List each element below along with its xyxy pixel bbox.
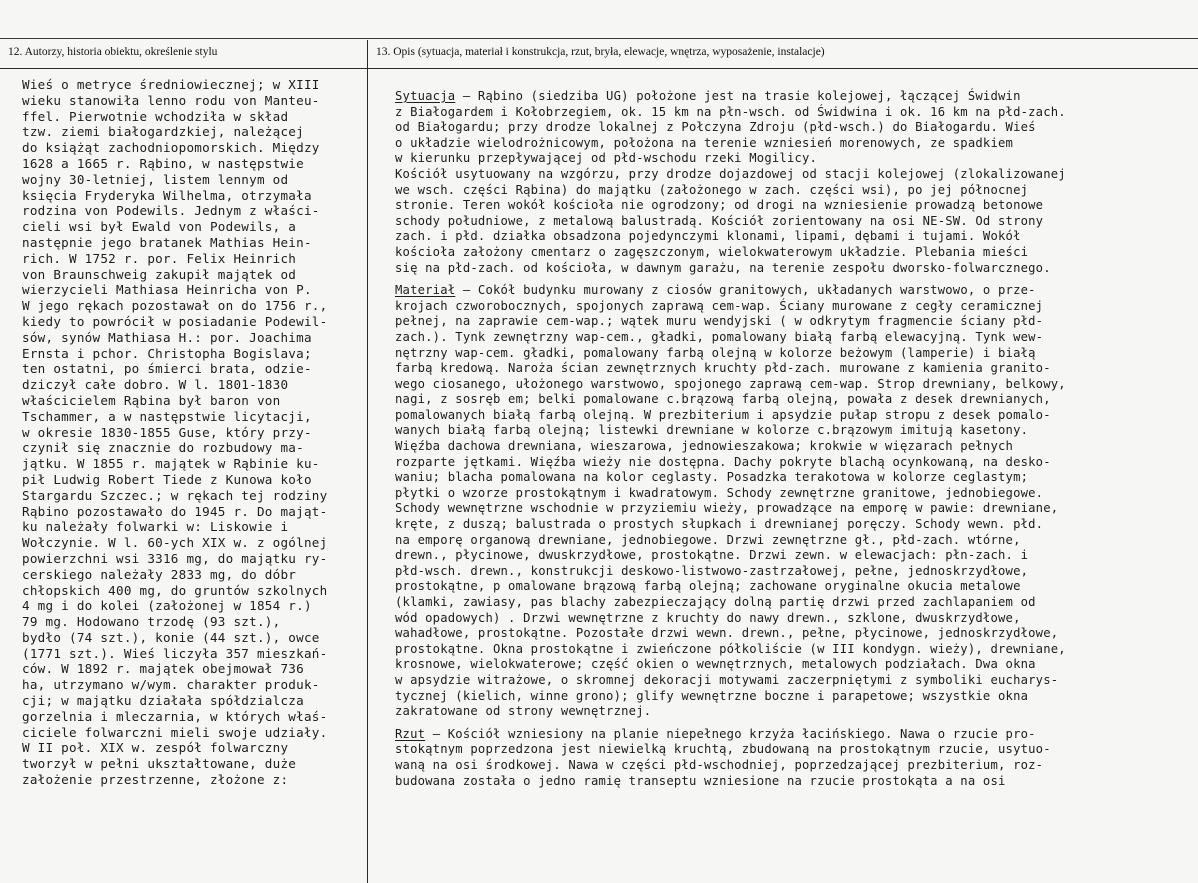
history-line: von Braunschweig zakupił majątek od [22,266,297,282]
description-line-text: rozparte jętkami. Więźba wieży nie dostępna. Dachy pokryte blachą ocynkowaną, na desko- [395,454,1051,469]
description-line [395,283,1066,299]
description-line [395,548,1066,564]
description-line [395,517,1066,533]
description-line [395,774,1066,790]
history-line: ha, utrzymano w/wym. charakter produk- [22,677,320,693]
description-line [395,657,1066,673]
history-line: Rąbino pozostawało do 1945 r. Do mająt- [22,503,328,519]
description-line [395,392,1066,408]
description-line [395,214,1066,230]
description-line-text: krojach czworobocznych, spojonych zaprawą cem-wap. Ściany murowane z cegły ceramicznej [395,298,1044,313]
description-line-text: płd-wsch. drewn., konstrukcji deskowo-listwowo-zastrzałowej, pełne, jednoskrzydłowe, [395,563,1029,578]
description-text-column [395,89,1066,789]
right-column-header: 13. Opis (sytuacja, materiał i konstrukcja, rzut, bryła, elewacje, wnętrza, wyposażenie, instalacje) [376,46,825,58]
history-line: właścicielem Rąbina był baron von [22,392,281,408]
description-line [395,151,1066,167]
history-line: (1771 szt.). Wieś liczyła 357 mieszkań- [22,645,328,661]
history-line: dziczył całe dobro. W l. 1801-1830 [22,377,289,393]
history-line: cerskiego należały 2833 mg, do dóbr [22,566,297,582]
description-line-text: schody południowe, z metalową balustradą. Kościół zorientowany na osi NE-SW. Od strony [395,213,1044,228]
history-line: powierzchni wsi 3316 mg, do majątku ry- [22,550,328,566]
description-line-text: nagi, z sosręb em; belki pomalowane c.brązową farbą olejną, powała z desek drewnianych, [395,392,1051,407]
description-line [395,689,1066,705]
description-line-text: tycznej (kielich, winne grono); glify wewnętrzne boczne i parapetowe; wszystkie okna [395,688,1029,703]
description-line-text: wód opadowych) . Drzwi wewnętrzne z kruchty do nawy drewn., szklone, dwuskrzydłowe, [395,610,1021,625]
history-line: Stargardu Szczec.; w rękach tej rodziny [22,487,328,503]
description-line [395,758,1066,774]
description-line-text: prostokątne. Okna prostokątne i zwieńczone półkoliście (w III kondygn. wieży), drewniane, [395,641,1066,656]
history-line: następnie jego bratanek Mathias Hein- [22,234,312,250]
history-text-column [22,77,327,788]
history-line: założenie przestrzenne, złożone z: [22,772,289,788]
description-line [395,89,1066,105]
description-line-text: – Rąbino (siedziba UG) położone jest na trasie kolejowej, łączącej Świdwin [455,89,1021,103]
history-line: gorzelnia i mleczarnia, w których właś- [22,708,328,724]
description-line [395,198,1066,214]
description-line-text: z Białogardem i Kołobrzegiem, ok. 15 km na płn-wsch. od Świdwina i ok. 16 km na płd-zach. [395,104,1066,119]
description-line-text: drewn., płycinowe, dwuskrzydłowe, prostokątne. Drzwi zewn. w elewacjach: płn-zach. i [395,548,1029,563]
history-line: rodzina von Podewils. Jednym z właści- [22,203,320,219]
description-line-text: Więźba dachowa drewniana, wieszarowa, jednowieszakowa; krokwie w więzarach pełnych [395,439,1014,454]
form-top-border [0,38,1198,39]
history-line: cji; w majątku działała spółdzialcza [22,693,304,709]
section-heading: Rzut [395,726,426,741]
section-gap [395,720,1066,727]
description-line-text: stokątnym poprzedzona jest niewielką kruchtą, zbudowaną na prostokątnym rzucie, usytuo- [395,742,1051,757]
description-line [395,245,1066,261]
description-line-text: pomalowanych białą farbą olejną. W prezbiterium i apsydzie pułap stropu z desek pomalo- [395,407,1051,422]
description-line-text: wahadłowe, prostokątne. Pozostałe drzwi wewn. drewn., pełne, płycinowe, jednoskrzydłowe, [395,626,1059,641]
history-line: wierzycieli Mathiasa Heinricha von P. [22,282,312,298]
history-line: Ernsta i pchor. Christopha Bogislava; [22,345,312,361]
history-line: 4 mg i do kolei (założonej w 1854 r.) [22,598,312,614]
description-line [395,167,1066,183]
description-line-text: waną na osi środkowej. Nawa w części płd-wschodniej, poprzedzającej prezbiterium, roz- [395,757,1044,772]
history-line: 1628 a 1665 r. Rąbino, w następstwie [22,155,304,171]
history-line: ców. W 1892 r. majątek obejmował 736 [22,661,304,677]
description-line-text: płytki o wzorze prostokątnym i kwadratowym. Schody zewnętrzne granitowe, jednobiegowe. [395,485,1044,500]
description-line [395,361,1066,377]
description-line [395,533,1066,549]
description-line-text: zakratowane od strony wewnętrznej. [395,704,652,719]
history-line: Wieś o metryce średniowiecznej; w XIII [22,77,320,92]
description-line [395,704,1066,720]
description-line [395,595,1066,611]
description-line [395,183,1066,199]
description-line [395,120,1066,136]
history-line: tworzył w pełni ukształtowane, duże [22,756,297,772]
history-line: w okresie 1830-1855 Guse, który przy- [22,424,312,440]
description-line [395,377,1066,393]
description-line [395,229,1066,245]
description-line-text: (klamki, zawiasy, pas blachy zabezpieczający dolną partię drzwi przed zachlapaniem od [395,595,1036,609]
history-line: wieku stanowiła lenno rodu von Manteu- [22,92,320,108]
description-line [395,742,1066,758]
history-line: chłopskich 400 mg, do gruntów szkolnych [22,582,328,598]
description-line-text: – Kościół wzniesiony na planie niepełnego krzyża łacińskiego. Nawa o rzucie pro- [425,726,1036,741]
history-line: W jego rękach pozostawał on do 1756 r., [22,298,328,314]
description-line-text: stronie. Teren wokół kościoła nie ogrodzony; od drogi na wzniesienie prowadzą betonowe [395,198,1044,213]
description-line-text: prostokątne, p omalowane brązową farbą olejną; zachowane oryginalne okucia metalowe [395,579,1021,594]
description-line-text: we wsch. części Rąbina) do majątku (założonego w zach. części wsi), po jej północnej [395,182,1029,197]
left-column-header: 12. Autorzy, historia obiektu, określenie stylu [8,46,218,58]
history-line: czynił się znacznie do rozbudowy ma- [22,440,304,456]
description-line-text: budowana została o jedno ramię transeptu wzniesione na rzucie prostokąta a na osi [395,773,1006,788]
description-line [395,299,1066,315]
description-line-text: kościoła założony cmentarz o zagęszczonym, wielokwaterowym układzie. Plebania mieści [395,244,1029,259]
description-line-text: waniu; blacha pomalowana na kolor ceglasty. Posadzka terakotowa w kolorze ceglastym; [395,470,1029,485]
description-line [395,626,1066,642]
history-line: wojny 30-letniej, listem lennym od [22,171,289,187]
description-line-text: zach.). Tynk zewnętrzny wap-cem., gładki, pomalowany białą farbą elewacyjną. Tynk wew- [395,329,1044,344]
section-gap [395,276,1066,283]
description-line-text: o układzie wielodrożnicowym, położona na terenie wzniesień morenowych, ze spadkiem [395,135,1014,150]
history-line: ku należały folwarki w: Liskowie i [22,519,289,535]
description-line [395,314,1066,330]
description-line-text: na emporę organową drewniane, jednobiegowe. Drzwi zewnętrzne gł., płd-zach. wtórne, [395,532,1021,547]
section-heading: Materiał [395,283,456,298]
description-line [395,470,1066,486]
section-heading: Sytuacja [395,89,456,103]
description-line-text: farbą kredową. Naroża ścian zewnętrznych kruchty płd-zach. murowane z kamienia granito- [395,361,1051,376]
description-line-text: się na płd-zach. od kościoła, w dawnym garażu, na terenie zespołu dworsko-folwarcznego. [395,260,1051,275]
history-line: kiedy to powrócił w posiadanie Podewil- [22,313,328,329]
description-line-text: wego ciosanego, ułożonego warstwowo, spojonego zaprawą cem-wap. Strop drewniany, belkowy, [395,376,1066,391]
description-line [395,642,1066,658]
history-line: księcia Fryderyka Wilhelma, otrzymała [22,187,312,203]
description-line-text: Schody wewnętrzne wschodnie w przyziemiu wieży, prowadzące na emporę w pawie: drewniane, [395,501,1059,516]
history-line: pił Ludwig Robert Tiede z Kunowa koło [22,471,312,487]
history-line: cieli wsi był Ewald von Podewils, a [22,219,297,235]
description-line [395,727,1066,743]
history-line: W II poł. XIX w. zespół folwarczny [22,740,289,756]
description-line [395,330,1066,346]
description-line [395,564,1066,580]
column-divider [367,40,368,883]
description-line-text: w kierunku przepływającej od płd-wschodu rzeki Mogilicy. [395,151,818,166]
history-line: rich. W 1752 r. por. Felix Heinrich [22,250,297,266]
description-line [395,579,1066,595]
description-line [395,261,1066,277]
description-line [395,439,1066,455]
description-line-text: krosnowe, wielokwaterowe; część okien o wewnętrznych, metalowych podziałach. Dwa okna [395,657,1036,672]
history-line: 79 mg. Hodowano trzodę (93 szt.), [22,614,281,630]
description-line [395,105,1066,121]
history-line: Wołczynie. W l. 60-ych XIX w. z ogólnej [22,535,328,551]
description-line [395,673,1066,689]
description-line-text: od Białogardu; przy drodze lokalnej z Połczyna Zdroju (płd-wsch.) do Białogardu. Wieś [395,120,1036,135]
description-line-text: w apsydzie witrażowe, o skromnej dekoracji motywami zaczerpniętymi z symboliki eucharys- [395,672,1059,687]
history-line: do książąt zachodniopomorskich. Między [22,140,320,156]
description-line-text: zach. i płd. działka obsadzona pojedynczymi klonami, lipami, dębami i tujami. Wokół [395,229,1021,244]
description-line [395,486,1066,502]
header-divider [0,68,1198,69]
description-line [395,455,1066,471]
description-line [395,423,1066,439]
description-line [395,501,1066,517]
history-line: ten ostatni, po śmierci brata, odzie- [22,361,312,377]
history-line: ffel. Pierwotnie wchodziła w skład [22,108,289,124]
description-line [395,136,1066,152]
description-line-text: – Cokół budynku murowany z ciosów granitowych, układanych warstwowo, o prze- [455,283,1036,298]
history-line: tzw. ziemi białogardzkiej, należącej [22,124,304,140]
description-line-text: pełnej, na zaprawie cem-wap.; wątek muru wendyjski ( w odkrytym fragmencie ściany płd- [395,314,1044,329]
description-line [395,346,1066,362]
description-line-text: wanych białą farbą olejną; listewki drewniane w kolorze c.brązowym imitują kasetony. [395,423,1029,438]
history-line: sów, synów Mathiasa H.: por. Joachima [22,329,312,345]
description-line [395,408,1066,424]
history-line: ciciele folwarczni mieli swoje udziały. [22,724,328,740]
description-line-text: Kościół usytuowany na wzgórzu, przy drodze dojazdowej od stacji kolejowej (zlokalizowanej [395,166,1066,181]
history-line: jątku. W 1855 r. majątek w Rąbinie ku- [22,456,320,472]
description-line [395,611,1066,627]
description-line-text: kręte, z duszą; balustrada o prostych słupkach i drewnianej poręczy. Schody wewn. płd. [395,517,1044,532]
history-line: bydło (74 szt.), konie (44 szt.), owce [22,629,320,645]
history-line: Tschammer, a w następstwie licytacji, [22,408,312,424]
description-line-text: nętrzny wap-cem. gładki, pomalowany farbą olejną w kolorze beżowym (lamperie) i białą [395,345,1036,360]
